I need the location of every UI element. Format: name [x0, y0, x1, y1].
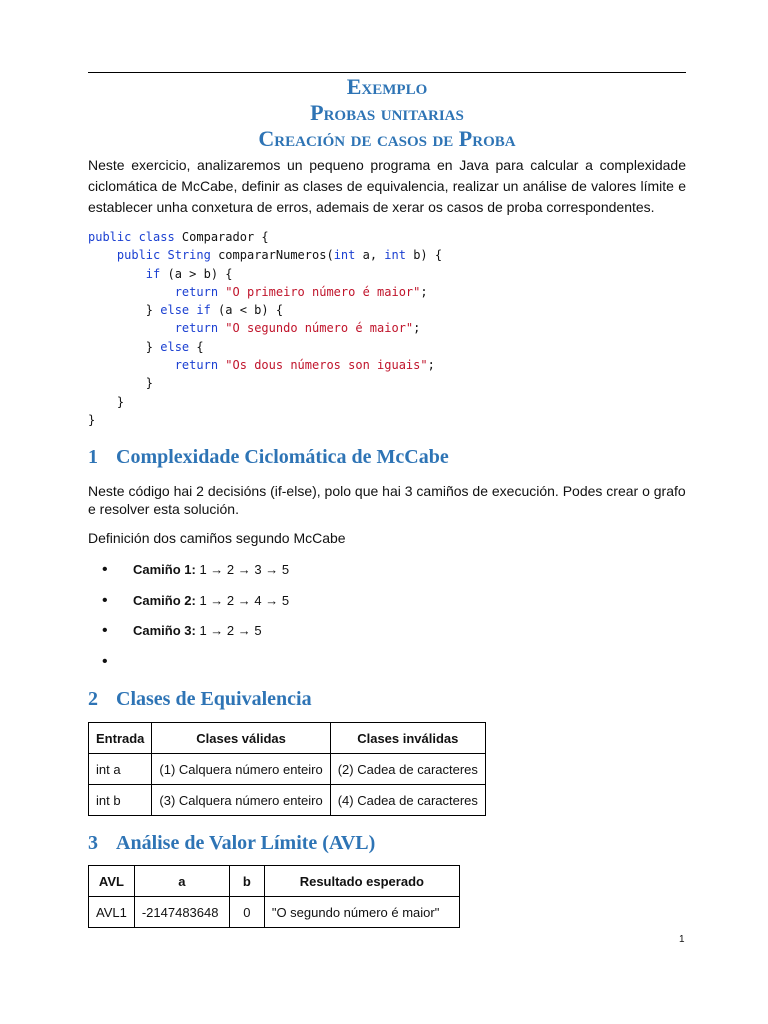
table-header-row — [89, 866, 460, 897]
code-text: Comparador { — [174, 230, 269, 244]
path-value: 1 → 2 → 3 → 5 — [199, 562, 290, 577]
code-text: } — [88, 412, 96, 427]
code-text: compararNumeros( — [210, 248, 334, 263]
table-cell: (1) Calquera número enteiro — [152, 754, 330, 785]
code-text: } — [145, 339, 161, 354]
list-item — [88, 652, 686, 683]
code-text: (a > b) { — [160, 266, 233, 281]
table-header-cell: Clases válidas — [152, 723, 330, 754]
code-string: "O segundo número é maior" — [225, 321, 414, 336]
bullet-icon: • — [102, 652, 108, 670]
table-cell: int b — [89, 785, 152, 816]
avl-table — [88, 865, 460, 928]
section-title: Complexidade Ciclomática de McCabe — [116, 446, 449, 468]
path-label: Camiño 1: — [133, 562, 196, 577]
table-cell: (3) Calquera número enteiro — [152, 785, 330, 816]
code-string: "O primeiro número é maior" — [225, 284, 421, 299]
mccabe-paragraph: Neste código hai 2 decisións (if-else), polo que hai 3 camiños de execución. Podes crear o grafo e resolver esta solución. — [88, 483, 686, 517]
equivalence-table — [88, 722, 486, 816]
title-line-1: Exemplo — [346, 74, 428, 99]
section-heading-avl — [88, 830, 375, 856]
table-cell: 0 — [229, 897, 264, 928]
intro-paragraph: Neste exercicio, analizaremos un pequeno programa en Java para calcular a complexidade ciclomática de McCabe, definir as clases de equivalencia, realizar un análise de valores límite e establecer unha conxetura de erros, ademais de xerar os casos de proba correspondentes. — [88, 157, 686, 215]
bullet-icon: • — [102, 622, 108, 639]
path-value: 1 → 2 → 5 — [199, 623, 262, 638]
code-text: a, — [355, 248, 385, 263]
path-value: 1 → 2 → 4 → 5 — [199, 592, 290, 608]
code-text: } — [145, 376, 154, 391]
table-header-cell: a — [134, 866, 229, 897]
code-keyword: return — [174, 284, 219, 299]
mccabe-paths-intro: Definición dos camiños segundo McCabe — [88, 530, 346, 546]
code-string: "Os dous números son iguais" — [225, 358, 428, 373]
code-keyword: if — [145, 266, 161, 281]
table-cell: (4) Cadea de caracteres — [330, 785, 485, 816]
table-cell: "O segundo número é maior" — [264, 897, 459, 928]
code-keyword: String — [167, 248, 211, 263]
table-header-cell: AVL — [89, 866, 135, 897]
table-header-cell: Resultado esperado — [264, 866, 459, 897]
code-keyword: else — [160, 339, 190, 354]
code-text: ; — [427, 358, 435, 373]
table-cell: (2) Cadea de caracteres — [330, 754, 485, 785]
section-heading-mccabe — [88, 444, 449, 470]
table-cell: AVL1 — [89, 897, 135, 928]
code-text: ; — [413, 321, 421, 336]
section-number: 2 — [88, 688, 98, 710]
path-label: Camiño 3: — [133, 623, 196, 638]
code-text: b) { — [405, 248, 443, 263]
title-line-2: Probas unitarias — [310, 100, 464, 125]
title-line-3: Creación de casos de Proba — [258, 126, 516, 151]
list-item — [88, 560, 686, 591]
table-header-cell: Entrada — [89, 723, 152, 754]
code-keyword: public class — [88, 230, 175, 244]
code-keyword: int — [384, 248, 406, 263]
code-keyword: else if — [160, 303, 211, 318]
table-header-cell: Clases inválidas — [330, 723, 485, 754]
table-cell: int a — [89, 754, 152, 785]
code-block — [88, 228, 686, 429]
path-label: Camiño 2: — [133, 592, 196, 608]
table-row — [89, 754, 486, 785]
table-header-cell: b — [229, 866, 264, 897]
code-text: ; — [420, 284, 428, 299]
table-row — [89, 785, 486, 816]
list-item — [88, 621, 686, 652]
code-text: { — [189, 339, 204, 354]
header-rule — [88, 72, 686, 73]
code-keyword: int — [333, 248, 356, 263]
section-title: Clases de Equivalencia — [116, 688, 312, 710]
section-number: 1 — [88, 446, 98, 468]
code-keyword: return — [174, 321, 219, 336]
section-heading-equivalence — [88, 686, 312, 712]
document-title — [88, 74, 686, 152]
code-keyword: public — [116, 248, 161, 263]
code-keyword: return — [174, 358, 219, 373]
code-text: (a < b) { — [210, 303, 284, 318]
table-cell: -2147483648 — [134, 897, 229, 928]
section-title: Análise de Valor Límite (AVL) — [116, 832, 376, 854]
paths-list — [88, 560, 686, 682]
table-header-row — [89, 723, 486, 754]
table-row — [89, 897, 460, 928]
bullet-icon: • — [102, 561, 108, 578]
bullet-icon: • — [102, 591, 108, 609]
list-item — [88, 591, 686, 622]
section-number: 3 — [88, 832, 98, 854]
code-text: } — [116, 394, 125, 409]
code-text: } — [145, 303, 161, 318]
page-number: 1 — [679, 934, 685, 945]
